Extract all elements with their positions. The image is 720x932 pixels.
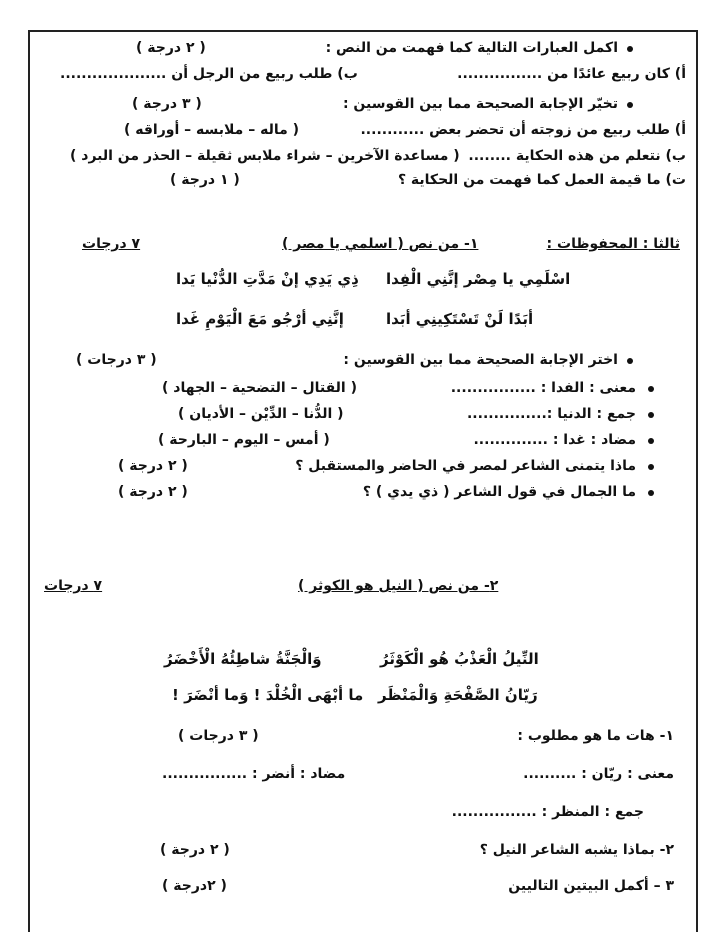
q-wish: ماذا يتمنى الشاعر لمصر في الحاضر والمستقبل ؟ (295, 458, 636, 474)
text2-title: ٢- من نص ( النيل هو الكوثر ) (298, 578, 499, 594)
bullet-icon (648, 412, 654, 418)
q-value-grade: ( ١ درجة ) (170, 172, 240, 188)
choose-item-label: معنى : الفدا : ................ (450, 380, 636, 396)
q-choose-b-options: ( مساعدة الآخرين – شراء ملابس ثقيلة – الحذر من البرد ) (70, 148, 460, 164)
q2: ٢- بماذا يشبه الشاعر النيل ؟ (479, 842, 674, 858)
bullet-icon (648, 386, 654, 392)
text1-title: ١- من نص ( اسلمي يا مصر ) (282, 236, 479, 252)
q-value: ت) ما قيمة العمل كما فهمت من الحكاية ؟ (397, 172, 686, 188)
q-choose-title: تخيّر الإجابة الصحيحة مما بين القوسين : (342, 96, 618, 112)
q-choose-b: ب) نتعلم من هذه الحكاية ........ (468, 148, 686, 164)
choose-grade: ( ٣ درجات ) (76, 352, 157, 368)
verse-line: أبَدًا لَنْ تَسْتَكِينِي أبَدا (386, 310, 534, 328)
verse-line: إنَّنِي أرْجُو مَعَ الْيَوْمِ غَدا (176, 310, 344, 328)
q-complete-title: اكمل العبارات التالية كما فهمت من النص : (325, 40, 618, 56)
page-border (28, 30, 698, 932)
q-complete-b: ب) طلب ربيع من الرجل أن .................... (60, 66, 358, 82)
verse-line: وَالْجَنَّةُ شاطِئُهُ الْأَخْضَرُ (164, 650, 322, 668)
bullet-icon (648, 438, 654, 444)
choose-item-label: جمع : الدنيا :............... (466, 406, 636, 422)
q-complete-a: أ) كان ربيع عائدًا من ................ (457, 66, 686, 82)
choose-item-options: ( أمس – اليوم – البارحة ) (158, 432, 330, 448)
bullet-icon (627, 102, 633, 108)
q2-grade: ( ٢ درجة ) (160, 842, 230, 858)
q1-meaning: معنى : ريّان : .......... (523, 766, 674, 782)
verse-line: رَيّانُ الصَّفْحَةِ وَالْمَنْظَر (378, 686, 538, 704)
q-beauty-grade: ( ٢ درجة ) (118, 484, 188, 500)
q1-title: ١- هات ما هو مطلوب : (517, 728, 674, 744)
text2-grade: ٧ درجات (44, 578, 103, 594)
choose-title: اختر الإجابة الصحيحة مما بين القوسين : (343, 352, 618, 368)
verse-line: ذِي يَدِي إنْ مَدَّتِ الدُّنْيا يَدا (176, 270, 359, 288)
q3-grade: ( ٢درجة ) (162, 878, 227, 894)
q1-opposite: مضاد : أنضر : ................ (162, 766, 346, 782)
q-choose-a: أ) طلب ربيع من زوجته أن تحضر بعض ............ (360, 122, 686, 138)
q3: ٣ – أكمل البيتين التاليين (508, 878, 674, 894)
choose-item-label: مضاد : غدا : .............. (473, 432, 636, 448)
q-complete-grade: ( ٢ درجة ) (136, 40, 206, 56)
bullet-icon (648, 490, 654, 496)
q1-grade: ( ٣ درجات ) (178, 728, 259, 744)
verse-line: ما أبْهَى الْخُلْدَ ! وَما أنْضَرَ ! (172, 686, 364, 704)
bullet-icon (627, 358, 633, 364)
q1-plural: جمع : المنظر : ................ (451, 804, 644, 820)
q-choose-grade: ( ٣ درجة ) (132, 96, 202, 112)
section-title: ثالثا : المحفوظات : (546, 236, 680, 252)
verse-line: اسْلَمِي يا مِصْر إنَّنِي الْفِدا (386, 270, 571, 288)
bullet-icon (627, 46, 633, 52)
choose-item-options: ( القتال – التضحية – الجهاد ) (162, 380, 357, 396)
q-choose-a-options: ( ماله – ملابسه – أوراقه ) (124, 122, 300, 138)
q-wish-grade: ( ٢ درجة ) (118, 458, 188, 474)
bullet-icon (648, 464, 654, 470)
choose-item-options: ( الدُّنا – الدِّيْن – الأديان ) (178, 406, 344, 422)
verse-line: النِّيلُ الْعَذْبُ هُو الْكَوْثَرُ (380, 650, 539, 668)
q-beauty: ما الجمال في قول الشاعر ( ذي يدي ) ؟ (362, 484, 636, 500)
text1-grade: ٧ درجات (82, 236, 141, 252)
